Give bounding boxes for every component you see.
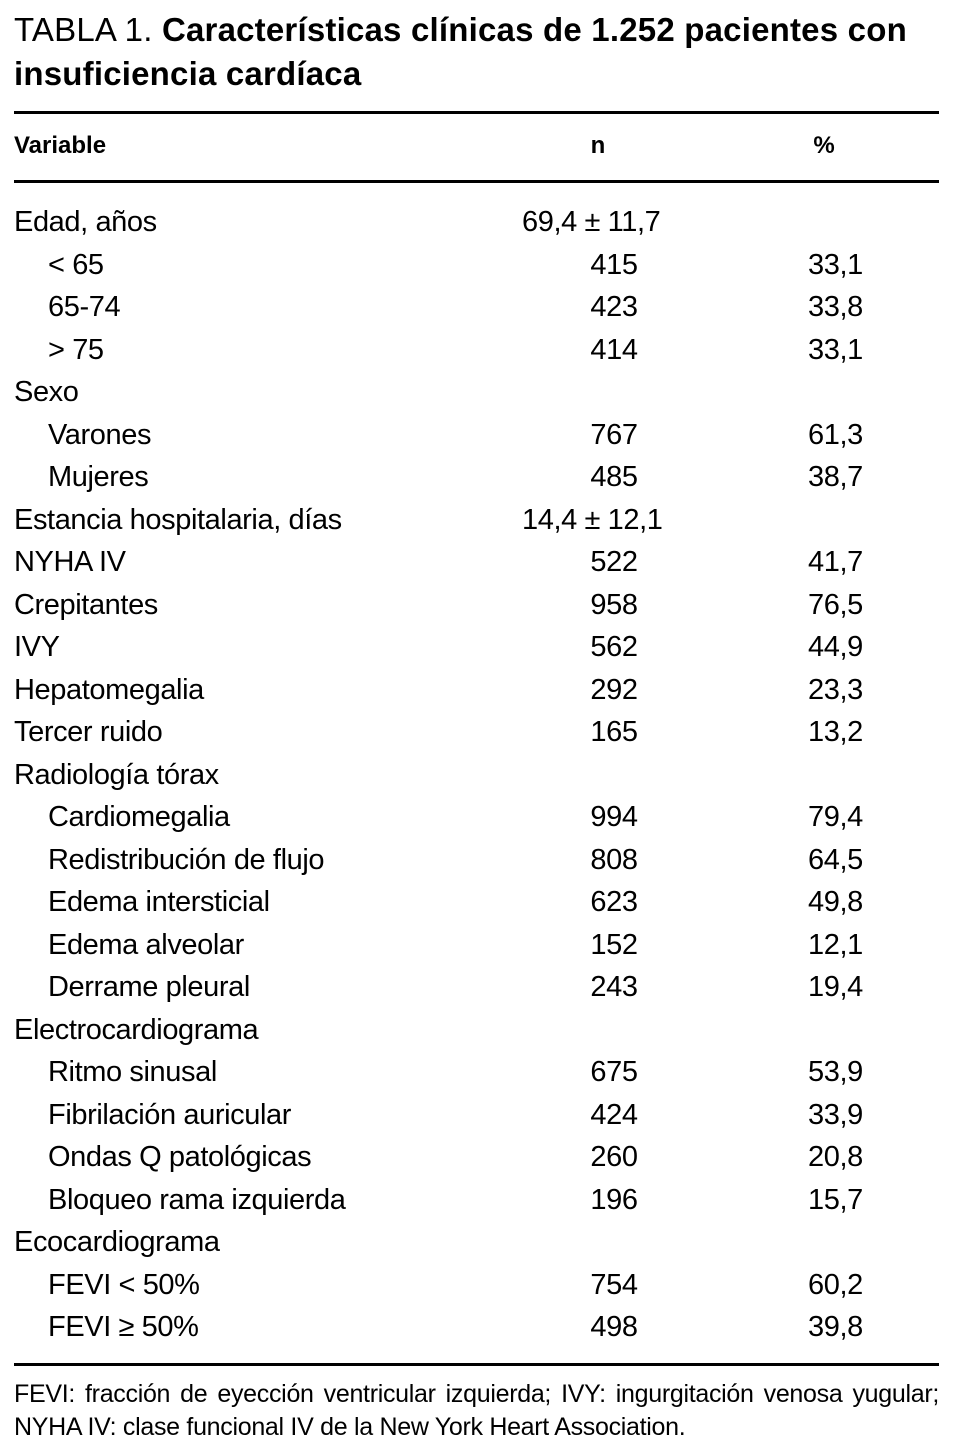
row-n: 994 bbox=[590, 801, 638, 833]
row-variable: Estancia hospitalaria, días bbox=[14, 503, 342, 536]
row-n: 260 bbox=[590, 1141, 638, 1173]
table-row bbox=[14, 1264, 939, 1307]
row-n: 754 bbox=[590, 1268, 638, 1301]
table-row bbox=[14, 796, 939, 839]
row-percent: 53,9 bbox=[808, 1056, 863, 1088]
row-variable: Tercer ruido bbox=[14, 716, 163, 748]
row-percent: 33,1 bbox=[808, 248, 863, 281]
row-n: 152 bbox=[590, 928, 638, 961]
table-row bbox=[14, 754, 939, 797]
table-row bbox=[14, 371, 939, 414]
row-n: 165 bbox=[590, 716, 638, 748]
header-percent: % bbox=[813, 132, 835, 159]
row-n: 498 bbox=[590, 1311, 638, 1343]
row-percent: 60,2 bbox=[808, 1268, 863, 1301]
table-row bbox=[14, 1009, 939, 1052]
row-variable: Crepitantes bbox=[14, 588, 158, 621]
row-variable: Radiología tórax bbox=[14, 758, 219, 791]
row-n: 562 bbox=[590, 631, 638, 663]
row-variable: Bloqueo rama izquierda bbox=[48, 1183, 346, 1216]
row-variable: FEVI < 50% bbox=[48, 1268, 200, 1301]
row-variable: Edad, años bbox=[14, 206, 157, 238]
row-n: 623 bbox=[590, 886, 638, 918]
row-n: 196 bbox=[590, 1183, 638, 1216]
table-number: TABLA 1. bbox=[14, 11, 153, 48]
row-variable: < 65 bbox=[48, 248, 104, 281]
row-n: 958 bbox=[590, 588, 638, 621]
header-rule bbox=[14, 180, 939, 183]
table-page bbox=[14, 8, 939, 1441]
table-row bbox=[14, 1094, 939, 1137]
row-n: 522 bbox=[590, 546, 638, 578]
row-variable: Redistribución de flujo bbox=[48, 843, 325, 876]
row-n: 808 bbox=[590, 843, 638, 876]
table-row bbox=[14, 711, 939, 754]
row-n: 243 bbox=[590, 971, 638, 1003]
table-row bbox=[14, 329, 939, 372]
table-caption: Características clínicas de 1.252 pacientes con insuficiencia cardíaca bbox=[14, 11, 907, 92]
row-percent: 12,1 bbox=[808, 928, 863, 961]
row-variable: Edema alveolar bbox=[48, 928, 244, 961]
row-percent: 33,9 bbox=[808, 1098, 863, 1131]
row-n: 675 bbox=[590, 1056, 638, 1088]
table-footnote: FEVI: fracción de eyección ventricular izquierda; IVY: ingurgitación venosa yugular; NYHA IV: clase funcional IV de la New York Heart Association. bbox=[14, 1380, 939, 1441]
row-n: 292 bbox=[590, 673, 638, 706]
table-row bbox=[14, 414, 939, 457]
row-percent: 41,7 bbox=[808, 546, 863, 578]
table-body bbox=[14, 201, 939, 1349]
table-row bbox=[14, 584, 939, 627]
table-row bbox=[14, 924, 939, 967]
header-variable: Variable bbox=[14, 132, 107, 159]
header-n: n bbox=[590, 132, 606, 159]
table-row bbox=[14, 1306, 939, 1349]
row-variable: Ondas Q patológicas bbox=[48, 1141, 312, 1173]
row-n: 414 bbox=[590, 333, 638, 366]
row-n: 767 bbox=[590, 418, 638, 451]
row-percent: 15,7 bbox=[808, 1183, 863, 1216]
row-variable: Electrocardiograma bbox=[14, 1013, 259, 1046]
row-percent: 19,4 bbox=[808, 971, 863, 1003]
table-row bbox=[14, 201, 939, 244]
row-n: 14,4 ± 12,1 bbox=[522, 503, 663, 536]
row-variable: Cardiomegalia bbox=[48, 801, 230, 833]
row-percent: 64,5 bbox=[808, 843, 863, 876]
table-row bbox=[14, 1051, 939, 1094]
row-variable: Ritmo sinusal bbox=[48, 1056, 217, 1088]
table-row bbox=[14, 1179, 939, 1222]
row-variable: Edema intersticial bbox=[48, 886, 270, 918]
row-variable: Derrame pleural bbox=[48, 971, 250, 1003]
row-variable: 65-74 bbox=[48, 291, 121, 323]
row-percent: 13,2 bbox=[808, 716, 863, 748]
table-row bbox=[14, 966, 939, 1009]
row-variable: > 75 bbox=[48, 333, 104, 366]
row-percent: 44,9 bbox=[808, 631, 863, 663]
row-n: 415 bbox=[590, 248, 638, 281]
row-percent: 20,8 bbox=[808, 1141, 863, 1173]
row-variable: IVY bbox=[14, 631, 60, 663]
bottom-rule bbox=[14, 1363, 939, 1366]
top-rule bbox=[14, 111, 939, 114]
row-percent: 39,8 bbox=[808, 1311, 863, 1343]
row-n: 69,4 ± 11,7 bbox=[522, 206, 661, 238]
table-row bbox=[14, 1136, 939, 1179]
table-header bbox=[14, 132, 939, 170]
row-percent: 79,4 bbox=[808, 801, 863, 833]
row-n: 424 bbox=[590, 1098, 638, 1131]
row-percent: 23,3 bbox=[808, 673, 863, 706]
table-row bbox=[14, 499, 939, 542]
table-row bbox=[14, 286, 939, 329]
row-n: 423 bbox=[590, 291, 638, 323]
row-variable: Fibrilación auricular bbox=[48, 1098, 292, 1131]
row-percent: 49,8 bbox=[808, 886, 863, 918]
row-variable: FEVI ≥ 50% bbox=[48, 1311, 199, 1343]
table-row bbox=[14, 669, 939, 712]
row-n: 485 bbox=[590, 461, 638, 493]
table-row bbox=[14, 626, 939, 669]
row-percent: 33,1 bbox=[808, 333, 863, 366]
row-variable: Varones bbox=[48, 418, 152, 451]
row-variable: Hepatomegalia bbox=[14, 673, 204, 706]
row-percent: 33,8 bbox=[808, 291, 863, 323]
row-variable: Sexo bbox=[14, 376, 79, 408]
table-row bbox=[14, 541, 939, 584]
row-variable: Mujeres bbox=[48, 461, 149, 493]
table-title bbox=[14, 8, 939, 96]
row-percent: 61,3 bbox=[808, 418, 863, 451]
row-variable: NYHA IV bbox=[14, 546, 126, 578]
row-percent: 76,5 bbox=[808, 588, 863, 621]
table-row bbox=[14, 839, 939, 882]
table-row bbox=[14, 881, 939, 924]
table-row bbox=[14, 244, 939, 287]
row-percent: 38,7 bbox=[808, 461, 863, 493]
table-row bbox=[14, 1221, 939, 1264]
row-variable: Ecocardiograma bbox=[14, 1226, 220, 1258]
table-row bbox=[14, 456, 939, 499]
